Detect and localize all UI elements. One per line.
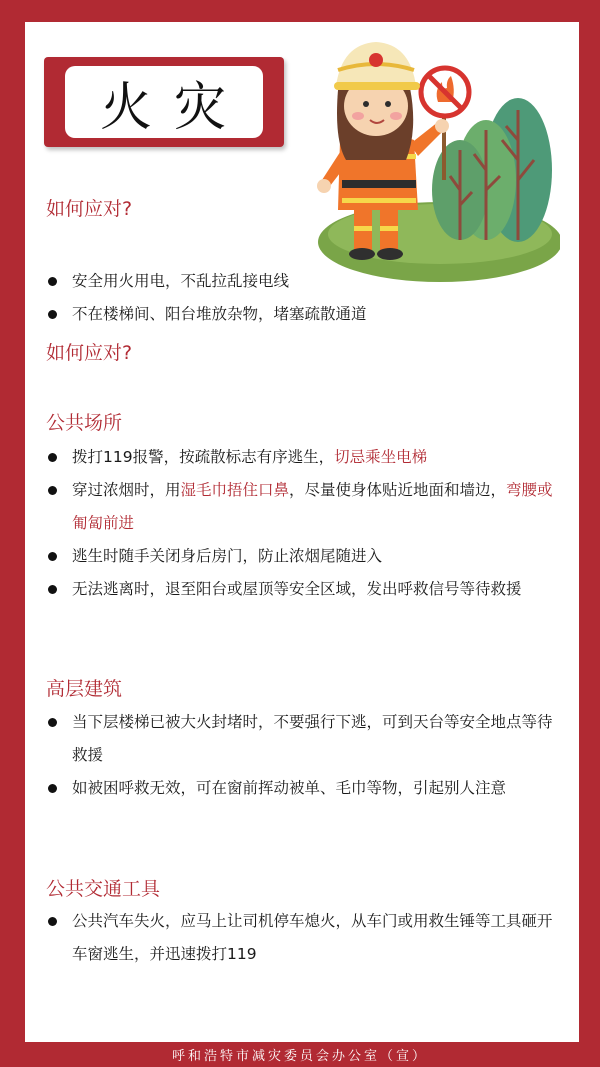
section-heading: 如何应对?: [46, 342, 133, 364]
footer-credit: 呼和浩特市减灾委员会办公室（宣）: [171, 1049, 428, 1064]
highlight-text: 湿毛巾捂住口鼻: [180, 481, 290, 499]
page-title: 火灾: [99, 77, 248, 138]
list-item: [46, 474, 561, 540]
title-box: [65, 66, 263, 138]
item-text: ，尽量使身体贴近地面和墙边，: [289, 481, 507, 499]
list-item: 安全用火用电，不乱拉乱接电线: [46, 265, 561, 298]
highrise-list: [46, 706, 561, 805]
list-item: 逃生时随手关闭身后房门，防止浓烟尾随进入: [46, 540, 561, 573]
respond-list: [46, 265, 561, 331]
section-heading: 公共交通工具: [46, 878, 161, 900]
title-frame: [44, 57, 284, 147]
list-item: 当下层楼梯已被大火封堵时，不要强行下逃，可到天台等安全地点等待救援: [46, 706, 561, 772]
list-item: 公共汽车失火，应马上让司机停车熄火，从车门或用救生锤等工具砸开车窗逃生，并迅速拨打119: [46, 905, 561, 971]
list-item: 如被困呼救无效，可在窗前挥动被单、毛巾等物，引起别人注意: [46, 772, 561, 805]
highlight-text: 切忌乘坐电梯: [334, 448, 428, 466]
transport-list: [46, 905, 561, 971]
list-item: 不在楼梯间、阳台堆放杂物，堵塞疏散通道: [46, 298, 561, 331]
highlight-text: 弯腰或匍匐前进: [72, 481, 553, 532]
list-item: 无法逃离时，退至阳台或屋顶等安全区域，发出呼救信号等待救援: [46, 573, 561, 606]
section-heading: 公共场所: [46, 412, 123, 434]
firefighter-illustration: [310, 30, 560, 290]
item-text: 拨打119报警，按疏散标志有序逃生，: [72, 448, 335, 466]
list-item: [46, 441, 561, 474]
section-heading: 如何应对?: [46, 198, 133, 220]
section-heading: 高层建筑: [46, 678, 123, 700]
public-places-list: [46, 441, 561, 606]
item-text: 穿过浓烟时，用: [72, 481, 181, 499]
